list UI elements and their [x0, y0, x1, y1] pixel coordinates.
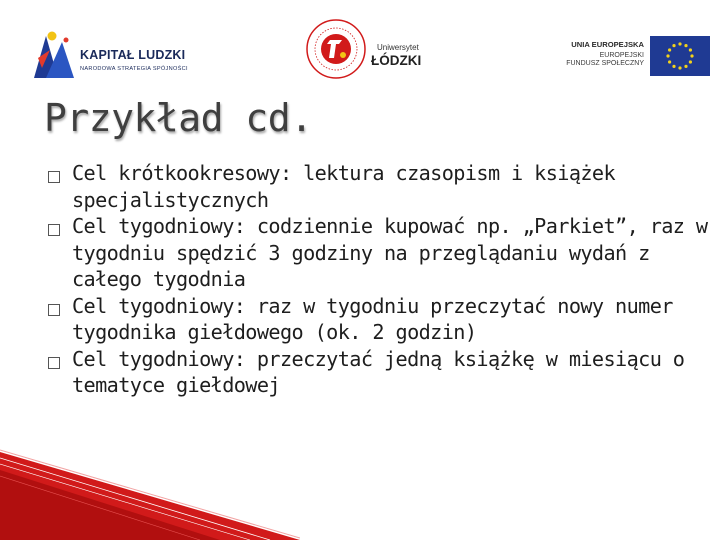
- bullet-square-icon: [48, 171, 60, 183]
- bullet-text: Cel tygodniowy: raz w tygodniu przeczytać nowy numer tygodnika giełdowego (ok. 2 godzin): [72, 293, 673, 344]
- kapital-ludzki-logo: [28, 26, 218, 86]
- university-label-top: Uniwersytet: [377, 43, 419, 52]
- eu-label-european: EUROPEJSKI: [599, 52, 644, 59]
- bullet-item: [48, 213, 708, 293]
- university-seal-icon: [305, 18, 367, 80]
- eu-logo: [550, 34, 710, 78]
- bullet-text: Cel krótkookresowy: lektura czasopism i książek specjalistycznych: [72, 161, 616, 212]
- bullet-square-icon: [48, 224, 60, 236]
- decorative-swoosh: [0, 440, 300, 540]
- kapital-ludzki-title: KAPITAŁ LUDZKI: [80, 48, 186, 62]
- bullet-item: [48, 346, 708, 399]
- kapital-ludzki-subtitle: NARODOWA STRATEGIA SPÓJNOŚCI: [80, 66, 188, 72]
- kapital-ludzki-emblem-icon: [32, 28, 76, 80]
- eu-label-union: UNIA EUROPEJSKA: [571, 40, 644, 49]
- bullet-square-icon: [48, 304, 60, 316]
- bullet-list: [48, 160, 708, 399]
- bullet-text: Cel tygodniowy: codziennie kupować np. „Parkiet”, raz w tygodniu spędzić 3 godziny na przeglądaniu wydań z całego tygodnia: [72, 214, 708, 291]
- university-logo: [305, 18, 445, 82]
- eu-flag-icon: [650, 36, 710, 76]
- bullet-square-icon: [48, 357, 60, 369]
- bullet-text: Cel tygodniowy: przeczytać jedną książkę w miesiącu o tematyce giełdowej: [72, 346, 685, 397]
- bullet-item: [48, 160, 708, 213]
- page-title: Przykład cd.: [44, 96, 313, 140]
- university-label-bottom: ŁÓDZKI: [371, 53, 422, 68]
- bullet-item: [48, 293, 708, 346]
- eu-label-fund: FUNDUSZ SPOŁECZNY: [566, 60, 644, 67]
